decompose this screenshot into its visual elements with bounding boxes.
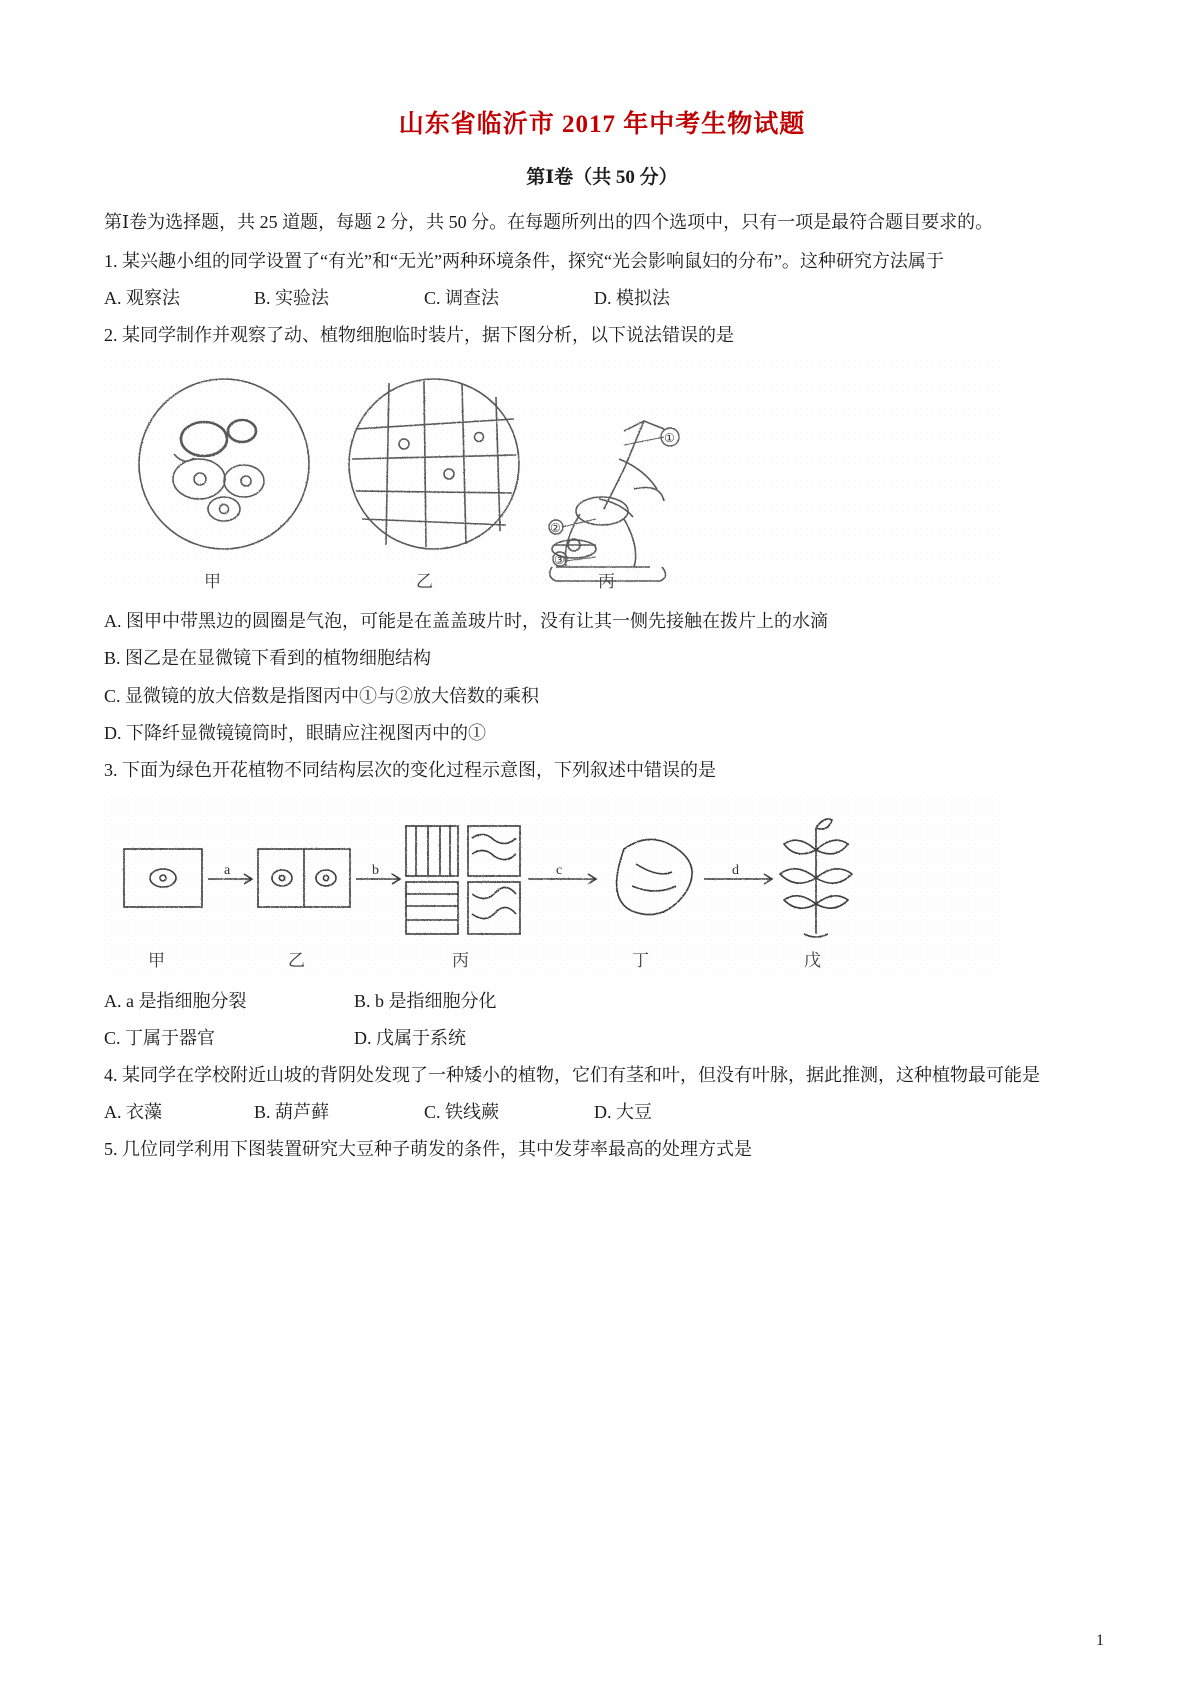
callout-3-label: ③	[554, 553, 565, 568]
question-2-option-c: C. 显微镜的放大倍数是指图丙中①与②放大倍数的乘积	[104, 685, 540, 706]
callout-2-label: ②	[550, 521, 561, 536]
question-4-option-b: B. 葫芦藓	[254, 1102, 330, 1123]
question-3-stem: 3. 下面为绿色开花植物不同结构层次的变化过程示意图，下列叙述中错误的是	[104, 759, 716, 780]
cell-and-microscope-figure	[104, 359, 1100, 594]
plant-structure-levels-figure-svg	[104, 794, 1004, 974]
callout-1-label: ①	[664, 431, 675, 446]
question-5-stem: 5. 几位同学利用下图装置研究大豆种子萌发的条件，其中发芽率最高的处理方式是	[104, 1139, 752, 1160]
plant-structure-levels-figure	[104, 794, 1100, 974]
question-1-stem: 1. 某兴趣小组的同学设置了“有光”和“无光”两种环境条件，探究“光会影响鼠妇的分布”。这种研究方法属于	[104, 251, 944, 272]
figure-label-jia: 甲	[204, 572, 221, 592]
question-1-option-d: D. 模拟法	[594, 288, 670, 309]
question-4-stem: 4. 某同学在学校附近山坡的背阴处发现了一种矮小的植物，它们有茎和叶，但没有叶脉，据此推测，这种植物最可能是	[104, 1065, 1040, 1086]
figure2-label-bing: 丙	[452, 950, 469, 970]
page-number: 1	[1096, 1632, 1104, 1649]
figure-label-bing: 丙	[598, 572, 615, 592]
question-3-option-d: D. 戊属于系统	[354, 1027, 466, 1048]
figure2-label-yi: 乙	[288, 950, 305, 970]
figure2-label-jia: 甲	[148, 950, 165, 970]
question-4-options	[104, 1095, 1100, 1130]
question-2-option-a: A. 图甲中带黑边的圆圈是气泡，可能是在盖盖玻片时，没有让其一侧先接触在拨片上的水滴	[104, 611, 828, 632]
question-3-options-row-1	[104, 984, 1100, 1019]
question-4-option-d: D. 大豆	[594, 1102, 652, 1123]
section-heading: 第Ⅰ卷（共 50 分）	[526, 167, 678, 188]
question-1-option-a: A. 观察法	[104, 288, 180, 309]
arrow-b-label: b	[372, 862, 379, 878]
question-4-option-a: A. 衣藻	[104, 1102, 162, 1123]
intro-paragraph: 第Ⅰ卷为选择题，共 25 道题，每题 2 分，共 50 分。在每题所列出的四个选项中，只有一项是最符合题目要求的。	[104, 212, 994, 232]
question-1-option-b: B. 实验法	[254, 288, 330, 309]
question-3-option-c: C. 丁属于器官	[104, 1027, 216, 1048]
cell-and-microscope-figure-svg	[104, 359, 1004, 594]
question-3-options-row-2	[104, 1021, 1100, 1056]
question-1-option-c: C. 调查法	[424, 288, 500, 309]
figure2-label-wu: 戊	[804, 950, 821, 970]
page-title: 山东省临沂市 2017 年中考生物试题	[398, 111, 806, 138]
arrow-a-label: a	[224, 862, 231, 878]
question-2-option-d: D. 下降纤显微镜镜筒时，眼睛应注视图丙中的①	[104, 722, 486, 743]
question-4-option-c: C. 铁线蕨	[424, 1102, 500, 1123]
question-3-option-b: B. b 是指细胞分化	[354, 990, 497, 1011]
arrow-d-label: d	[732, 862, 739, 878]
figure2-label-ding: 丁	[632, 950, 649, 970]
question-2-option-b: B. 图乙是在显微镜下看到的植物细胞结构	[104, 648, 432, 669]
question-1-options	[104, 281, 1100, 316]
arrow-c-label: c	[556, 862, 563, 878]
question-3-option-a: A. a 是指细胞分裂	[104, 990, 247, 1011]
figure-label-yi: 乙	[416, 572, 433, 592]
question-2-stem: 2. 某同学制作并观察了动、植物细胞临时装片，据下图分析，以下说法错误的是	[104, 325, 734, 346]
